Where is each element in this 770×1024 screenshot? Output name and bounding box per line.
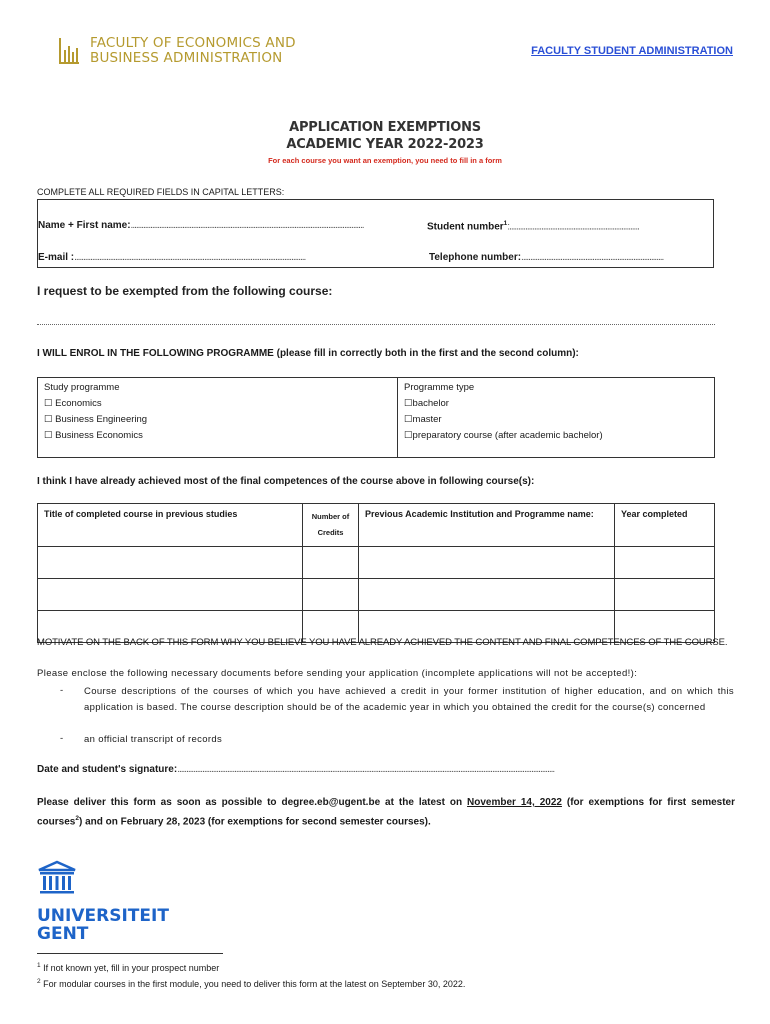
bullet-dash: - [60, 685, 64, 696]
footnote-ref-2: 2 [75, 815, 79, 822]
course-field[interactable] [37, 315, 715, 325]
credits-cell[interactable] [303, 579, 359, 611]
signature-row [37, 764, 554, 775]
signature-field[interactable]: .................................................................................................................................................................................................................... [177, 764, 555, 775]
enrol-heading: I WILL ENROL IN THE FOLLOWING PROGRAMME (please fill in correctly both in the first and the second column): [37, 348, 579, 359]
email-row [38, 252, 305, 263]
footnote-1: $^1$ If not known yet, fill in your prospect number [37, 962, 220, 973]
delivery-instruction: Please deliver this form as soon as possible to degree.eb@ugent.be at the latest on November 14, 2022 (for exemptions for first semester courses$^2$) and on February 28, 2023 (for exemptions for second semester courses). [37, 797, 735, 828]
checkbox-icon[interactable]: ☐ [44, 398, 53, 409]
study-programme-header: Study programme [44, 382, 120, 393]
transcript-item: an official transcript of records [84, 734, 223, 745]
option-economics[interactable]: ☐ Economics [44, 398, 102, 409]
student-number-field[interactable]: :......................................................................... [507, 221, 639, 233]
ugent-logo [37, 860, 169, 943]
signature-label: Date and student's signature: [37, 764, 178, 775]
option-master[interactable]: ☐master [404, 414, 442, 425]
study-programme-column [38, 378, 398, 458]
checkbox-icon[interactable]: ☐ [404, 430, 413, 441]
col-institution: Previous Academic Institution and Programme name: [359, 504, 615, 547]
telephone-field[interactable]: ................................................................................ [521, 252, 664, 263]
capital-letters-instruction: COMPLETE ALL REQUIRED FIELDS IN CAPITAL LETTERS: [37, 187, 285, 197]
exemption-note: For each course you want an exemption, you need to fill in a form [268, 156, 502, 165]
col-course-title: Title of completed course in previous studies [38, 504, 303, 547]
previous-courses-heading: I think I have already achieved most of the final competences of the course above in following course(s): [37, 476, 535, 487]
identity-box [37, 199, 714, 268]
ugent-line2: GENT [37, 924, 89, 944]
year-cell[interactable] [615, 579, 715, 611]
academic-year-title: ACADEMIC YEAR 2022-2023 [286, 137, 484, 152]
faculty-name-line2: BUSINESS ADMINISTRATION [90, 50, 283, 66]
previous-courses-table [37, 503, 715, 643]
faculty-name-line1: FACULTY OF ECONOMICS AND [90, 35, 296, 51]
checkbox-icon[interactable]: ☐ [44, 430, 53, 441]
name-label: Name + First name: [38, 220, 131, 231]
col-credits: Number of Credits [303, 504, 359, 547]
col-year-completed: Year completed [615, 504, 715, 547]
table-row [38, 579, 715, 611]
footnote-ref-1: 1 [503, 220, 508, 227]
enclose-instruction: Please enclose the following necessary documents before sending your application (incomplete applications will not be accepted!): [37, 668, 638, 679]
bullet-dash: - [60, 733, 64, 744]
checkbox-icon[interactable]: ☐ [44, 414, 53, 425]
name-field[interactable]: ................................................................................................................................... [130, 220, 364, 231]
university-building-icon [37, 860, 77, 896]
telephone-row [429, 252, 663, 263]
table-row [38, 547, 715, 579]
institution-cell[interactable] [359, 579, 615, 611]
programme-type-column [398, 378, 715, 458]
telephone-label: Telephone number: [429, 252, 522, 263]
request-heading: I request to be exempted from the following course: [37, 284, 333, 298]
footnote-divider [37, 953, 223, 954]
checkbox-icon[interactable]: ☐ [404, 398, 413, 409]
email-field[interactable]: .................................................................................................................................. [74, 252, 306, 263]
checkbox-icon[interactable]: ☐ [404, 414, 413, 425]
form-title: APPLICATION EXEMPTIONS [289, 120, 481, 135]
course-title-cell[interactable] [38, 547, 303, 579]
first-semester-deadline: November 14, 2022 [467, 797, 562, 808]
footnote-2: $^2$ For modular courses in the first module, you need to deliver this form at the latest on September 30, 2022. [37, 978, 466, 989]
name-row [38, 220, 364, 231]
year-cell[interactable] [615, 547, 715, 579]
programme-type-header: Programme type [404, 382, 475, 393]
option-business-engineering[interactable]: ☐ Business Engineering [44, 414, 148, 425]
option-bachelor[interactable]: ☐bachelor [404, 398, 449, 409]
faculty-logo-icon [58, 36, 80, 66]
faculty-student-administration-link[interactable]: FACULTY STUDENT ADMINISTRATION [531, 45, 733, 57]
email-label: E-mail : [38, 252, 75, 263]
programme-table [37, 377, 715, 458]
ugent-line1: UNIVERSITEIT [37, 906, 169, 926]
option-preparatory-course[interactable]: ☐preparatory course (after academic bachelor) [404, 430, 603, 441]
student-number-row [427, 220, 639, 232]
motivate-instruction: MOTIVATE ON THE BACK OF THIS FORM WHY YOU BELIEVE YOU HAVE ALREADY ACHIEVED THE CONTENT AND FINAL COMPETENCES OF THE COURSE. [37, 637, 728, 648]
option-business-economics[interactable]: ☐ Business Economics [44, 430, 143, 441]
course-descriptions-item: Course descriptions of the courses of which you have achieved a credit in your former institution of higher education, and on which this application is based. The course description should be of the academic year in which you obtained the credit for the course(s) concerned [84, 686, 734, 713]
student-number-label: Student number [427, 221, 504, 233]
faculty-logo [58, 36, 296, 66]
course-title-cell[interactable] [38, 579, 303, 611]
credits-cell[interactable] [303, 547, 359, 579]
institution-cell[interactable] [359, 547, 615, 579]
